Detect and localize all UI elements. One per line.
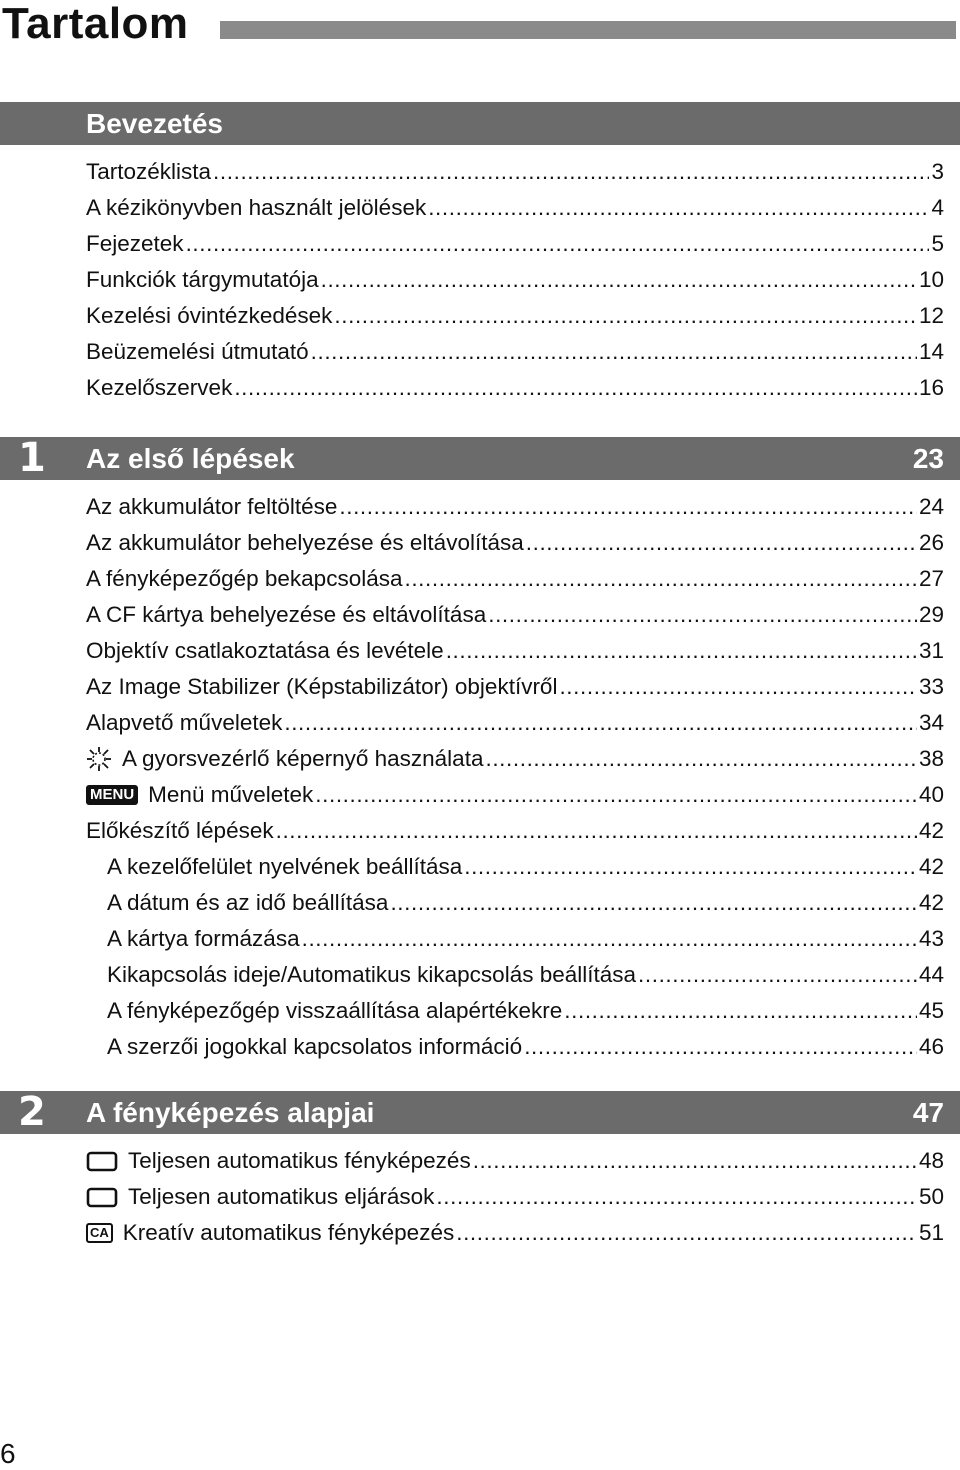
toc-entry-page: 16 [918,375,944,400]
toc-subentry[interactable] [107,921,944,957]
toc-entry-page: 34 [918,710,944,735]
toc-entry[interactable] [86,777,944,813]
dot-leader [213,154,929,190]
toc-entry-page: 24 [918,494,944,519]
toc-entry[interactable] [86,1143,944,1179]
section-header [0,437,960,480]
dot-leader [311,334,917,370]
dot-leader [473,1143,917,1179]
dot-leader [524,1029,917,1065]
toc-entry-label: Az akkumulátor feltöltése [86,494,338,519]
dot-leader [321,262,917,298]
dot-leader [315,777,917,813]
toc-entry[interactable] [86,705,944,741]
toc-entry-page: 51 [918,1220,944,1245]
toc-entry-label: Menü műveletek [148,782,314,807]
dot-leader [428,190,929,226]
toc-entry-list [0,489,960,1065]
dot-leader [464,849,917,885]
toc-entry-label: A gyorsvezérlő képernyő használata [122,746,484,771]
footer-page-number: 6 [0,1438,16,1469]
toc-entry-page: 42 [918,890,944,915]
section-page-number: 47 [912,1097,944,1128]
section-chapter-2 [0,1091,960,1251]
toc-entry-page: 5 [931,231,944,256]
toc-entry-page: 29 [918,602,944,627]
section-page-number: 23 [912,443,944,474]
toc-entry-label: Teljesen automatikus eljárások [128,1184,435,1209]
dot-leader [302,921,917,957]
toc-entry-label: A kézikönyvben használt jelölések [86,195,427,220]
dot-leader [446,633,917,669]
toc-entry-page: 42 [918,854,944,879]
toc-entry-page: 45 [918,998,944,1023]
toc-entry[interactable] [86,525,944,561]
toc-entry-page: 38 [918,746,944,771]
dot-leader [334,298,917,334]
toc-subentry[interactable] [107,957,944,993]
toc-entry[interactable] [86,226,944,262]
toc-entry[interactable] [86,633,944,669]
quick-control-icon [86,746,112,772]
toc-entry[interactable] [86,813,944,849]
toc-entry-label: A fényképezőgép bekapcsolása [86,566,403,591]
toc-entry-page: 33 [918,674,944,699]
chapter-number: 1 [18,435,46,481]
toc-entry-page: 26 [918,530,944,555]
toc-entry-page: 44 [918,962,944,987]
toc-entry[interactable] [86,561,944,597]
toc-entry-list [0,154,960,406]
title-rule [220,21,956,39]
dot-leader [339,489,917,525]
toc-entry-page: 3 [931,159,944,184]
toc-entry-label: Objektív csatlakoztatása és levétele [86,638,444,663]
toc-entry[interactable] [86,190,944,226]
section-title: Bevezetés [86,108,223,139]
chapter-number: 2 [18,1089,46,1135]
dot-leader [638,957,917,993]
toc-entry-label: Fejezetek [86,231,184,256]
toc-entry[interactable] [86,489,944,525]
dot-leader [390,885,917,921]
toc-entry-page: 42 [918,818,944,843]
dot-leader [559,669,917,705]
toc-entry-label: Előkészítő lépések [86,818,274,843]
dot-leader [186,226,930,262]
toc-entry[interactable] [86,154,944,190]
toc-entry-label: Funkciók tárgymutatója [86,267,319,292]
section-title: Az első lépések [86,443,295,474]
toc-entry-label: A kezelőfelület nyelvének beállítása [107,854,463,879]
toc-entry[interactable] [86,741,944,777]
dot-leader [284,705,917,741]
toc-entry-label: Kreatív automatikus fényképezés [122,1220,455,1245]
section-chapter-1 [0,437,960,1065]
toc-entry-page: 50 [918,1184,944,1209]
toc-entry-list [0,1143,960,1251]
toc-entry-label: A dátum és az idő beállítása [107,890,389,915]
page-title: Tartalom [2,0,189,48]
section-header [0,1091,960,1134]
toc-entry-label: Kezelőszervek [86,375,233,400]
toc-entry-page: 48 [918,1148,944,1173]
toc-subentry[interactable] [107,993,944,1029]
dot-leader [436,1179,917,1215]
toc-entry[interactable] [86,262,944,298]
toc-entry-label: A CF kártya behelyezése és eltávolítása [86,602,487,627]
dot-leader [488,597,917,633]
toc-entry-page: 27 [918,566,944,591]
toc-subentry[interactable] [107,885,944,921]
toc-entry[interactable] [86,597,944,633]
toc-entry-label: A fényképezőgép visszaállítása alapértékekre [107,998,563,1023]
toc-entry-label: Tartozéklista [86,159,212,184]
toc-entry-label: A szerzői jogokkal kapcsolatos információ [107,1034,523,1059]
toc-entry-page: 10 [918,267,944,292]
toc-entry-label: Kezelési óvintézkedések [86,303,333,328]
section-title: A fényképezés alapjai [86,1097,375,1128]
toc-entry-page: 46 [918,1034,944,1059]
toc-entry-label: Alapvető műveletek [86,710,283,735]
dot-leader [564,993,917,1029]
toc-subentry[interactable] [107,1029,944,1065]
toc-entry-page: 40 [918,782,944,807]
toc-entry-label: A kártya formázása [107,926,300,951]
toc-entry-page: 43 [918,926,944,951]
toc-entry-label: Kikapcsolás ideje/Automatikus kikapcsolás beállítása [107,962,637,987]
toc-entry-page: 14 [918,339,944,364]
toc-entry[interactable] [86,298,944,334]
toc-entry[interactable] [86,334,944,370]
dot-leader [404,561,916,597]
toc-entry[interactable] [86,1215,944,1251]
toc-entry-page: 4 [931,195,944,220]
toc-entry-label: Beüzemelési útmutató [86,339,309,364]
dot-leader [276,813,917,849]
toc-entry-page: 12 [918,303,944,328]
toc-subentry[interactable] [107,849,944,885]
dot-leader [485,741,917,777]
toc-entry-page: 31 [918,638,944,663]
section-header [0,102,960,145]
full-auto-icon [86,1150,118,1172]
section-intro [0,102,960,406]
menu-icon: MENU [86,785,138,805]
dot-leader [234,370,917,406]
toc-entry-label: Teljesen automatikus fényképezés [128,1148,471,1173]
dot-leader [456,1215,917,1251]
creative-auto-icon: CA [86,1223,113,1243]
toc-entry[interactable] [86,1179,944,1215]
dot-leader [526,525,917,561]
toc-entry-label: Az akkumulátor behelyezése és eltávolítása [86,530,524,555]
full-auto-icon [86,1186,118,1208]
toc-entry[interactable] [86,669,944,705]
toc-entry-label: Az Image Stabilizer (Képstabilizátor) objektívről [86,674,558,699]
toc-entry[interactable] [86,370,944,406]
